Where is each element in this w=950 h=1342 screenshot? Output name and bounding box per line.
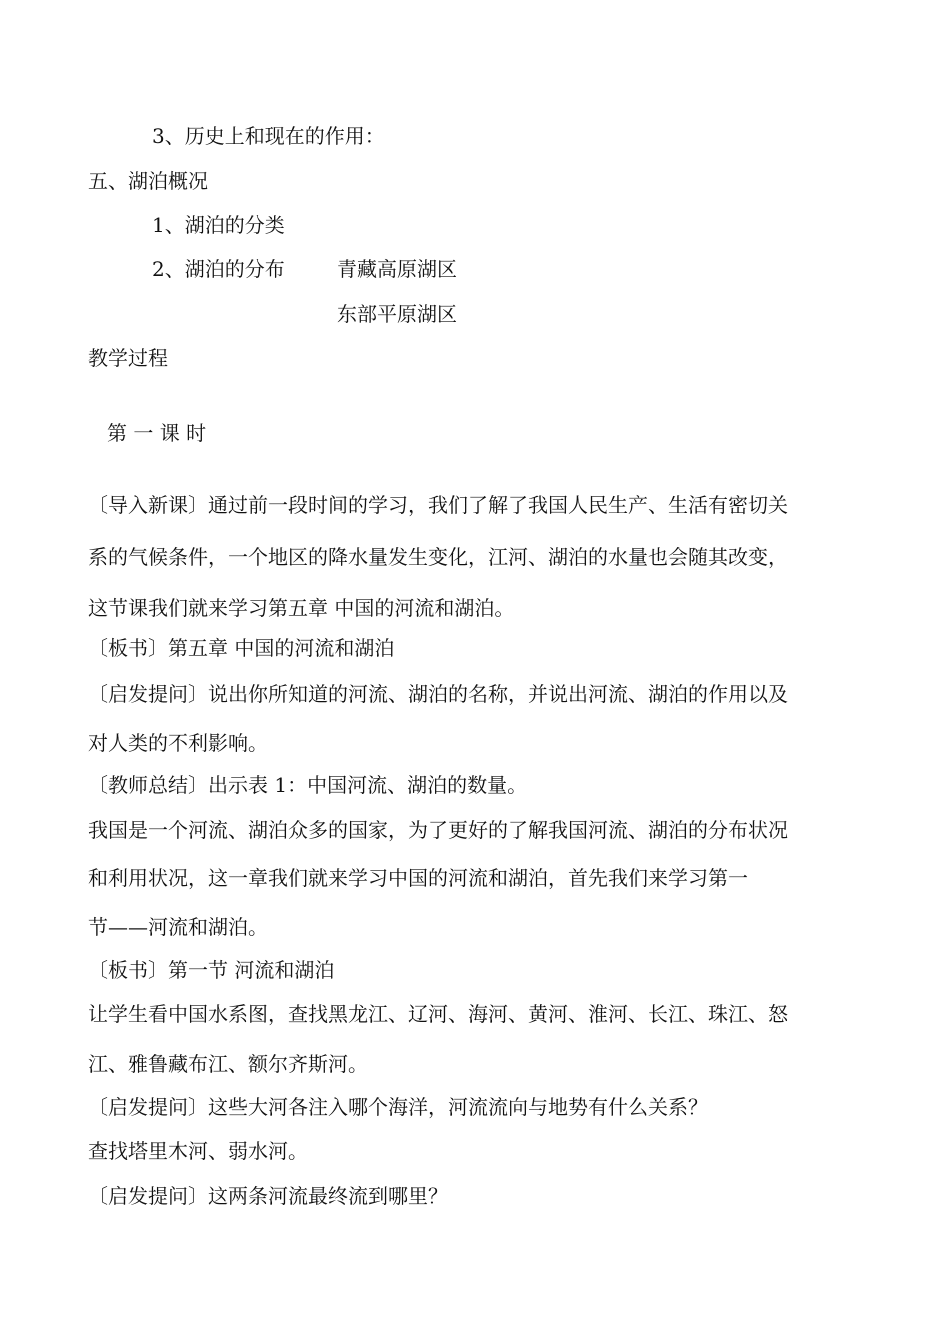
body-line: 节——河流和湖泊。 xyxy=(88,915,268,939)
outline-section-5: 五、湖泊概况 xyxy=(88,169,208,193)
body-line: 对人类的不利影响。 xyxy=(88,731,268,755)
body-line: 〔板书〕第一节 河流和湖泊 xyxy=(88,958,335,982)
process-heading: 教学过程 xyxy=(88,346,168,370)
body-line: 〔启发提问〕说出你所知道的河流、湖泊的名称，并说出河流、湖泊的作用以及 xyxy=(88,682,788,706)
body-line: 这节课我们就来学习第五章 中国的河流和湖泊。 xyxy=(88,596,515,620)
outline-lake-distribution: 2、湖泊的分布 xyxy=(152,257,285,281)
lesson-heading: 第 一 课 时 xyxy=(107,421,207,445)
body-line: 我国是一个河流、湖泊众多的国家，为了更好的了解我国河流、湖泊的分布状况 xyxy=(88,818,788,842)
body-line: 查找塔里木河、弱水河。 xyxy=(88,1139,308,1163)
body-line: 〔启发提问〕这些大河各注入哪个海洋，河流流向与地势有什么关系？ xyxy=(88,1095,708,1119)
body-line: 〔教师总结〕出示表 1：中国河流、湖泊的数量。 xyxy=(88,773,528,797)
body-line: 〔板书〕第五章 中国的河流和湖泊 xyxy=(88,636,395,660)
body-line: 让学生看中国水系图，查找黑龙江、辽河、海河、黄河、淮河、长江、珠江、怒 xyxy=(88,1002,788,1026)
body-line: 系的气候条件，一个地区的降水量发生变化，江河、湖泊的水量也会随其改变， xyxy=(88,545,788,569)
outline-region-qinghai-tibet: 青藏高原湖区 xyxy=(337,257,457,281)
body-line: 江、雅鲁藏布江、额尔齐斯河。 xyxy=(88,1052,368,1076)
body-line: 〔导入新课〕通过前一段时间的学习，我们了解了我国人民生产、生活有密切关 xyxy=(88,493,788,517)
outline-lake-classification: 1、湖泊的分类 xyxy=(152,213,285,237)
outline-item-3: 3、历史上和现在的作用： xyxy=(152,124,385,148)
outline-region-eastern-plain: 东部平原湖区 xyxy=(337,302,457,326)
body-line: 和利用状况，这一章我们就来学习中国的河流和湖泊，首先我们来学习第一 xyxy=(88,866,748,890)
body-line: 〔启发提问〕这两条河流最终流到哪里？ xyxy=(88,1184,448,1208)
